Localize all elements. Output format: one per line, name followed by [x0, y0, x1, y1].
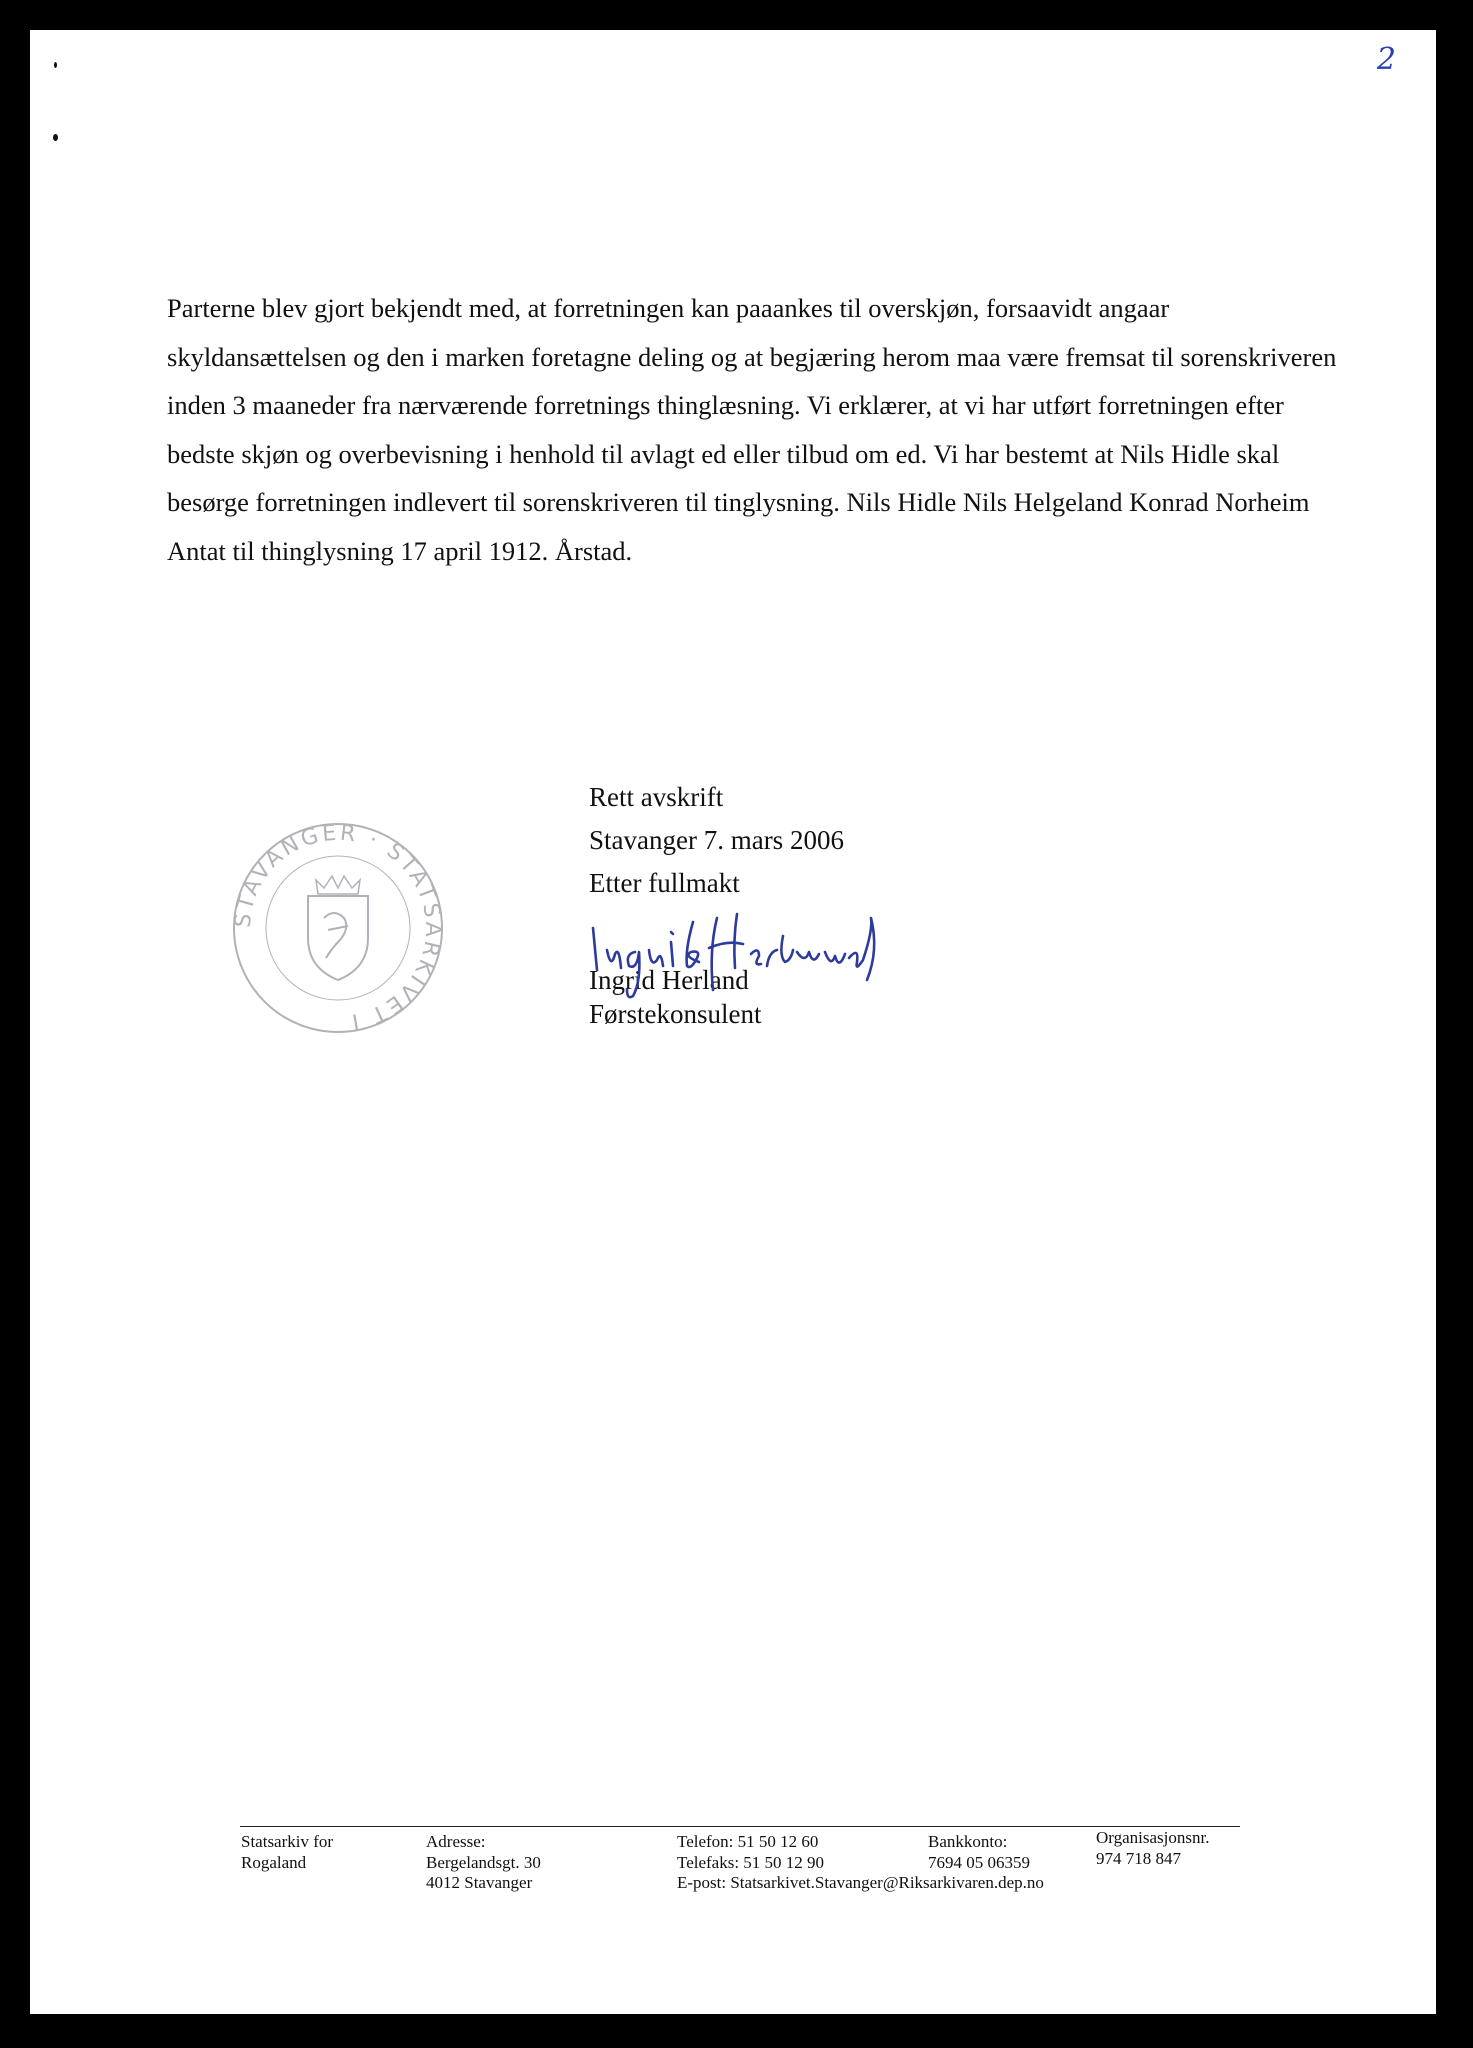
transcription-paragraph: Parterne blev gjort bekjendt med, at forretningen kan paaankes til overskjøn, forsaavidt angaar skyldansættelsen og den i marken foretagne deling og at begjæring herom maa være fremsat til sorenskriveren inden 3 maaneder fra nærværende forretnings thinglæsning. Vi erklærer, at vi har utført forretningen efter bedste skjøn og overbevisning i henhold til avlagt ed eller tilbud om ed. Vi har bestemt at Nils Hidle skal besørge forretningen indlevert til sorenskriveren til tinglysning. Nils Hidle Nils Helgeland Konrad Norheim Antat til thinglysning 17 april 1912. Årstad.	[167, 293, 1337, 566]
authorization-label: Etter fullmakt	[589, 868, 740, 898]
footer-org-line: Rogaland	[241, 1852, 307, 1872]
footer-bank	[928, 1832, 1030, 1873]
svg-text:STAVANGER · STATSARKIVET I: STAVANGER · STATSARKIVET I	[230, 820, 446, 1035]
place-and-date: Stavanger 7. mars 2006	[589, 825, 844, 855]
footer-address-line: Bergelandsgt. 30	[426, 1852, 541, 1872]
handwritten-signature	[587, 910, 887, 1002]
footer-orgnr-line: 974 718 847	[1096, 1848, 1181, 1868]
footer-orgnr	[1096, 1828, 1210, 1869]
certified-copy-label: Rett avskrift	[589, 782, 724, 812]
scan-speck	[54, 62, 57, 68]
footer-org-line: Statsarkiv for	[241, 1832, 334, 1851]
footer-email: E-post: Statsarkivet.Stavanger@Riksarkivaren.dep.no	[677, 1873, 1044, 1892]
footer-organization	[241, 1832, 333, 1873]
footer-address-line: Adresse:	[426, 1832, 486, 1851]
footer-address	[426, 1832, 541, 1894]
footer-divider	[240, 1826, 1240, 1827]
footer-address-line: 4012 Stavanger	[426, 1873, 533, 1892]
document-page	[30, 30, 1436, 2014]
footer-fax: Telefaks: 51 50 12 90	[677, 1852, 825, 1872]
signer-name: Ingrid Herland	[589, 965, 749, 995]
page-number: 2	[1376, 42, 1396, 77]
scan-speck	[53, 134, 58, 141]
footer-bank-line: Bankkonto:	[928, 1832, 1008, 1851]
official-stamp	[228, 818, 448, 1038]
footer-phone: Telefon: 51 50 12 60	[677, 1832, 819, 1851]
footer-orgnr-line: Organisasjonsnr.	[1096, 1828, 1210, 1847]
signer-title: Førstekonsulent	[589, 999, 762, 1029]
footer-bank-line: 7694 05 06359	[928, 1852, 1030, 1872]
